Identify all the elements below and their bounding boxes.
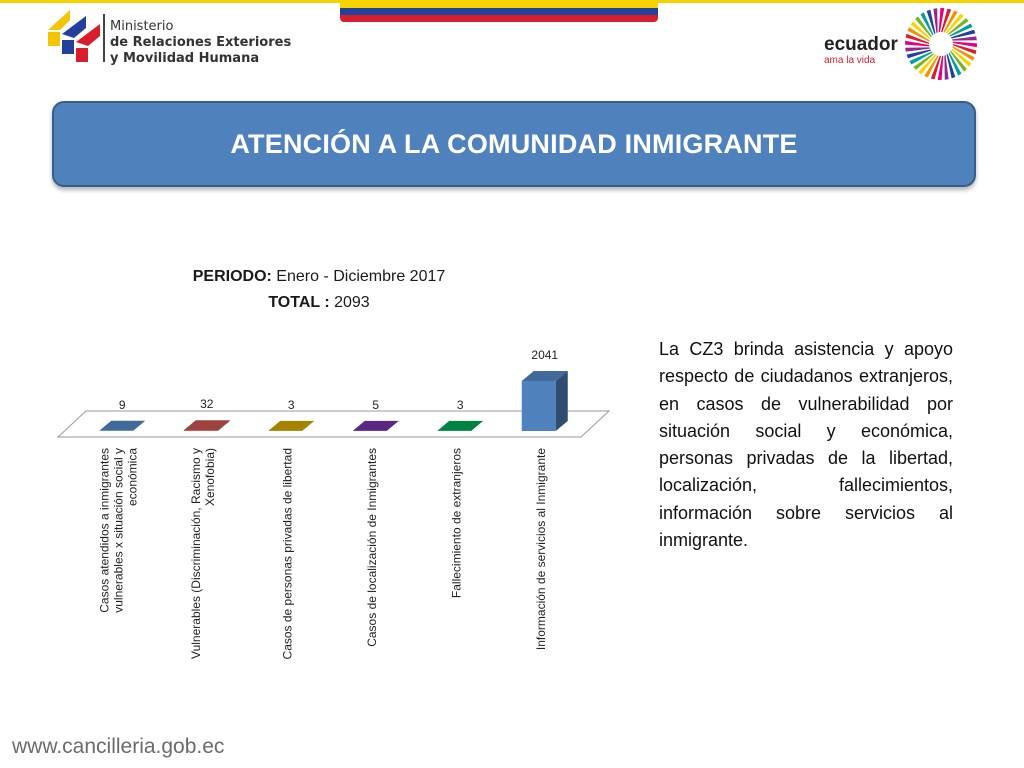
category-label-5: Fallecimiento de extranjeros — [449, 448, 464, 599]
category-label-3: Casos de personas privadas de libertad — [280, 448, 295, 660]
bar-side-face — [556, 371, 568, 431]
total-label: TOTAL : — [268, 294, 330, 311]
data-label-3: 3 — [287, 397, 295, 412]
footer-website-link[interactable]: www.cancilleria.gob.ec — [12, 735, 225, 758]
category-label-6: Información de servicios al Inmigrante — [533, 448, 548, 651]
category-label-1: Casos atendidos a inmigrantesvulnerables x situación social yeconómica — [97, 448, 140, 613]
period-value: Enero - Diciembre 2017 — [276, 268, 446, 285]
total-value: 2093 — [334, 294, 370, 311]
ministry-line1: Ministerio — [110, 19, 174, 34]
category-label-2: Vulnerables (Discriminación, Racismo yXenofobia) — [188, 448, 217, 659]
data-label-2: 32 — [200, 397, 214, 412]
page-title: ATENCIÓN A LA COMUNIDAD INMIGRANTE — [230, 128, 798, 159]
category-label-4: Casos de localización de Inmigrantes — [364, 448, 379, 647]
sunburst-icon — [905, 8, 977, 80]
bar-6 — [522, 371, 568, 431]
data-label-5: 3 — [456, 397, 464, 412]
bar-front-face — [522, 381, 556, 431]
bar-front-face — [184, 430, 218, 431]
svg-text:ama la vida: ama la vida — [824, 55, 876, 66]
period-label: PERIODO: — [192, 268, 272, 285]
ecuador-ama-la-vida-logo — [822, 6, 982, 86]
description-paragraph: La CZ3 brinda asistencia y apoyo respecto de ciudadanos extranjeros, en casos de vulnerabilidad por situación social y económica, personas privadas de la libertad, localización, fallecimientos, información sobre servicios al inmigrante. — [659, 339, 953, 551]
ministry-line3: y Movilidad Humana — [110, 51, 260, 66]
data-label-6: 2041 — [531, 348, 559, 362]
data-label-1: 9 — [118, 397, 126, 412]
ministry-line2: de Relaciones Exteriores — [110, 35, 292, 50]
data-label-4: 5 — [372, 397, 380, 412]
svg-text:ecuador: ecuador — [824, 34, 898, 55]
